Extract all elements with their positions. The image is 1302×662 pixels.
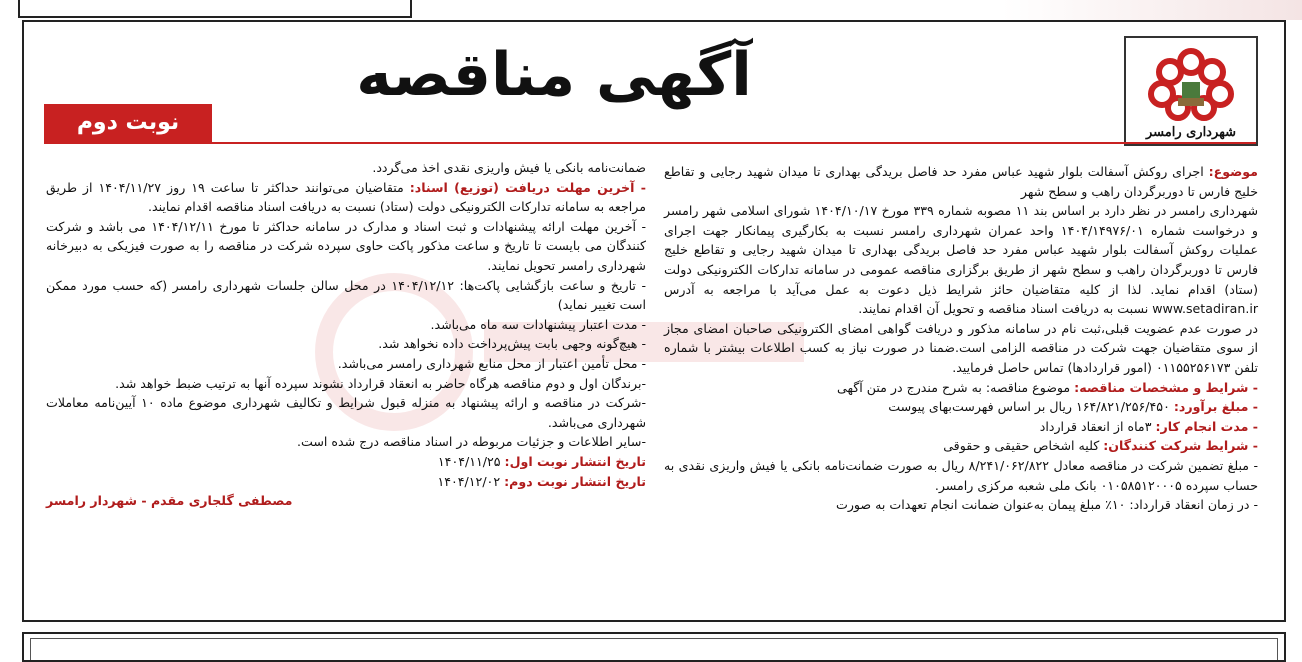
winners-paragraph: -برندگان اول و دوم مناقصه هرگاه حاضر به انعقاد قرارداد نشوند سپرده آنها به ترتیب ضبط خواهد شد. xyxy=(115,375,646,391)
submission-paragraph: - آخرین مهلت ارائه پیشنهادات و ثبت اسناد و مدارک در سامانه حداکثر تا مورخ ۱۴۰۴/۱۲/۱۱ می باشد و شرکت کنندگان می بایست تا تاریخ و ساعت مذکور پاکت حاوی سپرده شرکت در مناقصه را به صورت فیزیکی به دبیرخانه شهرداری رامسر تحویل نمایند. xyxy=(46,218,646,273)
ad-frame xyxy=(22,20,1286,622)
logo-text: شهرداری رامسر xyxy=(1145,125,1237,140)
municipality-logo xyxy=(1124,36,1258,146)
conditions-text: موضوع مناقصه: به شرح مندرج در متن آگهی xyxy=(836,379,1071,395)
intro-text-1: شهرداری رامسر در نظر دارد بر اساس بند ۱۱ مصوبه شماره ۳۳۹ مورخ ۱۴۰۴/۱۰/۱۷ شورای اسلامی شهر رامسر و درخواست شماره ۱۴۰۴/۱۴۹۷۶/۰۱ واحد عمران شهرداری رامسر نسبت به بکارگیری پیمانکار جهت اجرای عملیات روکش آسفالت بلوار شهید عباس مفرد حد فاصل بریدگی بهداری تا میدان شهید رجایی و تقاطع خلیج فارس تا دوربرگردان راهب و سطح شهر از طریق برگزاری مناقصه عمومی در سامانه تدارکات الکترونیکی دولت (ستاد) اقدام نماید. لذا از کلیه متقاضیان حائز شرایط ذیل دعوت به عمل می‌آید با مراجعه به آدرس xyxy=(664,203,1258,297)
guarantee-paragraph: - مبلغ تضمین شرکت در مناقصه معادل ۸/۲۴۱/۰۶۲/۸۲۲ ریال به صورت ضمانت‌نامه بانکی یا فیش واریزی نقدی به حساب سپرده ۰۱۰۵۸۵۱۲۰۰۰۵ بانک ملی شعبه مرکزی رامسر. xyxy=(664,457,1259,493)
conditions-label: - شرایط و مشخصات مناقصه: xyxy=(1074,379,1258,395)
conditions-line xyxy=(664,378,1258,398)
continuation-line: ضمانت‌نامه بانکی یا فیش واریزی نقدی اخذ می‌گردد. xyxy=(372,160,646,175)
deadline-paragraph xyxy=(46,178,646,217)
deadline-label: - آخرین مهلت دریافت (توزیع) اسناد: xyxy=(409,179,646,195)
publication-date-1 xyxy=(46,452,646,472)
estimate-text: ۱۶۴/۸۲۱/۲۵۶/۴۵۰ ریال بر اساس فهرست‌بهای پیوست xyxy=(888,399,1170,415)
publication-1-date: ۱۴۰۴/۱۱/۲۵ xyxy=(437,453,501,469)
subject-paragraph xyxy=(664,162,1258,201)
ad-title: آگهی مناقصه xyxy=(356,40,752,110)
intro-text-2: نسبت به دریافت اسناد مناقصه و تحویل آن اقدام نمایند. xyxy=(858,301,1149,317)
intro-paragraph xyxy=(664,201,1258,319)
funding-line: - محل تأمین اعتبار از محل منابع شهرداری رامسر می‌باشد. xyxy=(337,355,646,371)
acceptance-paragraph: -شرکت در مناقصه و ارائه پیشنهاد به منزله قبول شرایط و تکالیف شهرداری موضوع ماده ۱۰ آیین‌نامه معاملات شهرداری می‌باشد. xyxy=(46,395,646,430)
right-column xyxy=(664,162,1258,515)
publication-2-label: تاریخ انتشار نوبت دوم: xyxy=(504,473,646,489)
eligibility-label: - شرایط شرکت کنندگان: xyxy=(1103,438,1258,454)
eligibility-line xyxy=(664,436,1258,456)
registration-paragraph: در صورت عدم عضویت قبلی،ثبت نام در سامانه مذکور و دریافت گواهی امضای الکترونیکی صاحبان امضای مجاز از سوی متقاضیان جهت شرکت در مناقصه الزامی است.ضمنا در صورت نیاز به کسب اطلاعات بیشتر با شماره تلفن ۰۱۱۵۵۲۵۶۱۷۳ (امور قراردادها) تماس حاصل فرمایید. xyxy=(664,320,1258,375)
subject-text: اجرای روکش آسفالت بلوار شهید عباس مفرد حد فاصل بریدگی بهداری تا میدان شهید رجایی و تقاطع خلیج فارس تا دوربرگردان راهب و سطح شهر xyxy=(664,164,1258,199)
publication-date-2 xyxy=(46,472,646,492)
top-right-decoration xyxy=(1002,0,1302,20)
estimate-label: - مبلغ برآورد: xyxy=(1173,399,1258,415)
next-ad-inner-border xyxy=(30,638,1278,660)
previous-ad-border xyxy=(18,0,412,18)
duration-text: ۳ماه از انعقاد قرارداد xyxy=(1039,418,1152,434)
eligibility-text: کلیه اشخاص حقیقی و حقوقی xyxy=(943,438,1100,454)
deadline-text: متقاضیان می‌توانند حداکثر تا ساعت ۱۹ روز ۱۴۰۴/۱۱/۲۷ از طریق مراجعه به سامانه تدارکات الکترونیکی دولت (ستاد) نسبت به دریافت اسناد مناقصه اقدام نمایند. xyxy=(46,179,646,215)
website-link[interactable]: www.setadiran.ir xyxy=(1152,301,1258,317)
prepayment-line: - هیچ‌گونه وجهی بابت پیش‌پرداخت داده نخواهد شد. xyxy=(378,336,646,352)
publication-1-label: تاریخ انتشار نوبت اول: xyxy=(504,453,646,469)
duration-line xyxy=(664,417,1258,437)
other-info-line: -سایر اطلاعات و جزئیات مربوطه در اسناد مناقصه درج شده است. xyxy=(296,434,646,450)
publication-2-date: ۱۴۰۴/۱۲/۰۲ xyxy=(437,473,501,489)
subject-label: موضوع: xyxy=(1208,164,1258,179)
municipality-emblem-icon xyxy=(1132,42,1250,124)
header-divider xyxy=(44,142,1256,144)
signature: مصطفی گلجاری مقدم - شهردار رامسر xyxy=(46,493,293,509)
opening-paragraph: - تاریخ و ساعت بازگشایی پاکت‌ها: ۱۴۰۴/۱۲/۱۲ در محل سالن جلسات شهرداری رامسر (که حسب مورد ممکن است تغییر نماید) xyxy=(46,277,646,313)
edition-badge: نوبت دوم xyxy=(44,104,212,142)
contract-paragraph: - در زمان انعقاد قرارداد: ۱۰٪ مبلغ پیمان به‌عنوان ضمانت انجام تعهدات به صورت xyxy=(835,497,1258,513)
validity-line: - مدت اعتبار پیشنهادات سه ماه می‌باشد. xyxy=(430,316,646,332)
estimate-line xyxy=(664,397,1258,417)
left-column xyxy=(46,158,646,511)
duration-label: - مدت انجام کار: xyxy=(1155,418,1258,434)
next-ad-border xyxy=(22,632,1286,662)
